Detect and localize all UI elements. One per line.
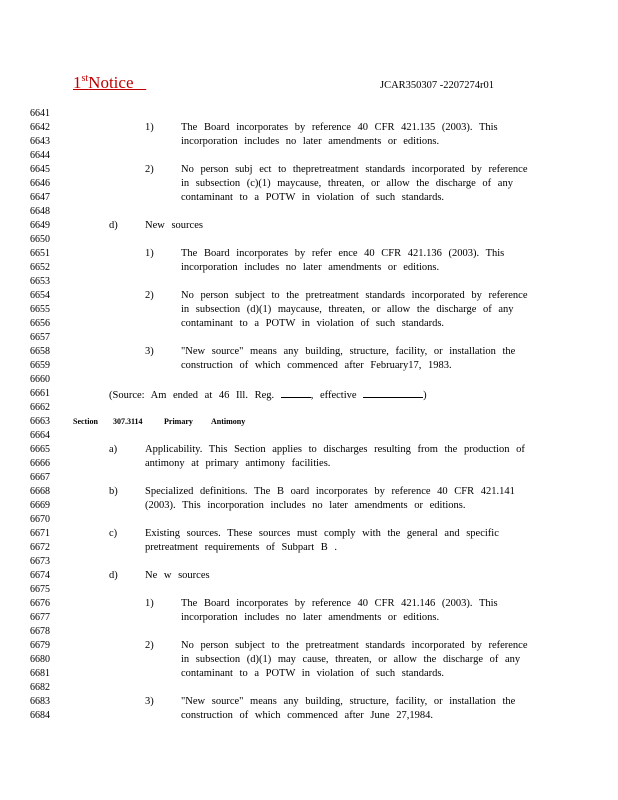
paragraph-line: in subsection (d)(1) maycause, threaten, or allow the discharge of any (181, 304, 514, 315)
source-text: (Source: Am ended at 46 Ill. Reg. (109, 390, 275, 401)
line-number: 6656 (30, 318, 50, 329)
paragraph-line: in subsection (d)(1) may cause, threaten, or allow the discharge of any (181, 654, 521, 665)
line-number: 6655 (30, 304, 50, 315)
line-number: 6661 (30, 388, 50, 399)
section-heading (73, 415, 245, 429)
paragraph-line: No person subj ect to thepretreatment standards incorporated by reference (181, 164, 528, 175)
item-marker: 2) (145, 290, 154, 301)
item-marker: c) (109, 528, 118, 539)
paragraph-line: The Board incorporates by reference 40 CFR 421.135 (2003). This (181, 122, 498, 133)
effective-date-blank (363, 387, 423, 398)
line-number: 6674 (30, 570, 50, 581)
paragraph-line: incorporation includes no later amendments or editions. (181, 262, 440, 273)
line-number: 6647 (30, 192, 50, 203)
line-number: 6651 (30, 248, 50, 259)
document-id: JCAR350307 -2207274r01 (380, 80, 495, 91)
line-number: 6653 (30, 276, 50, 287)
source-close: ) (423, 390, 427, 401)
paragraph-line: Existing sources. These sources must comply with the general and specific (145, 528, 499, 539)
paragraph-line: The Board incorporates by refer ence 40 CFR 421.136 (2003). This (181, 248, 505, 259)
paragraph-line: construction of which commenced after February17, 1983. (181, 360, 452, 371)
line-number: 6678 (30, 626, 50, 637)
line-number: 6648 (30, 206, 50, 217)
item-marker: d) (109, 570, 118, 581)
line-number: 6642 (30, 122, 50, 133)
line-number: 6671 (30, 528, 50, 539)
line-number: 6660 (30, 374, 50, 385)
subsection-title: New sources (145, 220, 203, 231)
line-number: 6665 (30, 444, 50, 455)
line-number: 6649 (30, 220, 50, 231)
source-effective: , effective (310, 390, 357, 401)
line-number: 6663 (30, 416, 50, 427)
paragraph-line: incorporation includes no later amendments or editions. (181, 136, 440, 147)
line-number: 6659 (30, 360, 50, 371)
line-number: 6675 (30, 584, 50, 595)
line-number: 6664 (30, 430, 50, 441)
line-number: 6652 (30, 262, 50, 273)
paragraph-line: pretreatment requirements of Subpart B . (145, 542, 338, 553)
section-label: Section (73, 417, 98, 426)
item-marker: 1) (145, 248, 154, 259)
paragraph-line: "New source" means any building, structure, facility, or installation the (181, 696, 516, 707)
line-number: 6658 (30, 346, 50, 357)
paragraph-line: Specialized definitions. The B oard incorporates by reference 40 CFR 421.141 (145, 486, 515, 497)
line-number: 6683 (30, 696, 50, 707)
paragraph-line: contaminant to a POTW in violation of such standards. (181, 318, 445, 329)
line-number: 6666 (30, 458, 50, 469)
item-marker: 2) (145, 640, 154, 651)
line-number: 6672 (30, 542, 50, 553)
reg-page-blank (281, 387, 311, 398)
paragraph-line: contaminant to a POTW in violation of such standards. (181, 668, 445, 679)
line-number: 6667 (30, 472, 50, 483)
paragraph-line: contaminant to a POTW in violation of such standards. (181, 192, 445, 203)
paragraph-line: in subsection (c)(1) maycause, threaten, or allow the discharge of any (181, 178, 513, 189)
line-number: 6643 (30, 136, 50, 147)
line-number: 6673 (30, 556, 50, 567)
paragraph-line: No person subject to the pretreatment standards incorporated by reference (181, 640, 528, 651)
line-number: 6669 (30, 500, 50, 511)
line-number: 6645 (30, 164, 50, 175)
item-marker: 1) (145, 122, 154, 133)
paragraph-line: (2003). This incorporation includes no later amendments or editions. (145, 500, 466, 511)
item-marker: 3) (145, 346, 154, 357)
line-number: 6679 (30, 640, 50, 651)
notice-heading: 1stNotice (73, 73, 134, 92)
line-number: 6668 (30, 486, 50, 497)
paragraph-line: The Board incorporates by reference 40 CFR 421.146 (2003). This (181, 598, 498, 609)
item-marker: 2) (145, 164, 154, 175)
line-number: 6684 (30, 710, 50, 721)
paragraph-line: antimony at primary antimony facilities. (145, 458, 331, 469)
line-number: 6682 (30, 682, 50, 693)
line-number: 6641 (30, 108, 50, 119)
paragraph-line: "New source" means any building, structure, facility, or installation the (181, 346, 516, 357)
item-marker: b) (109, 486, 118, 497)
line-number: 6644 (30, 150, 50, 161)
item-marker: d) (109, 220, 118, 231)
line-number: 6646 (30, 178, 50, 189)
line-number: 6657 (30, 332, 50, 343)
source-note (109, 387, 427, 403)
paragraph-line: incorporation includes no later amendments or editions. (181, 612, 440, 623)
paragraph-line: Applicability. This Section applies to discharges resulting from the production of (145, 444, 525, 455)
item-marker: a) (109, 444, 118, 455)
paragraph-line: construction of which commenced after June 27,1984. (181, 710, 434, 721)
line-number: 6681 (30, 668, 50, 679)
line-number: 6680 (30, 654, 50, 665)
section-word: Primary (164, 417, 193, 426)
subsection-title: Ne w sources (145, 570, 210, 581)
item-marker: 1) (145, 598, 154, 609)
line-number: 6677 (30, 612, 50, 623)
line-number: 6662 (30, 402, 50, 413)
line-number: 6650 (30, 234, 50, 245)
item-marker: 3) (145, 696, 154, 707)
section-word: Antimony (211, 417, 246, 426)
line-number: 6670 (30, 514, 50, 525)
line-number: 6676 (30, 598, 50, 609)
line-number: 6654 (30, 290, 50, 301)
paragraph-line: No person subject to the pretreatment standards incorporated by reference (181, 290, 528, 301)
section-number: 307.3114 (113, 417, 143, 426)
